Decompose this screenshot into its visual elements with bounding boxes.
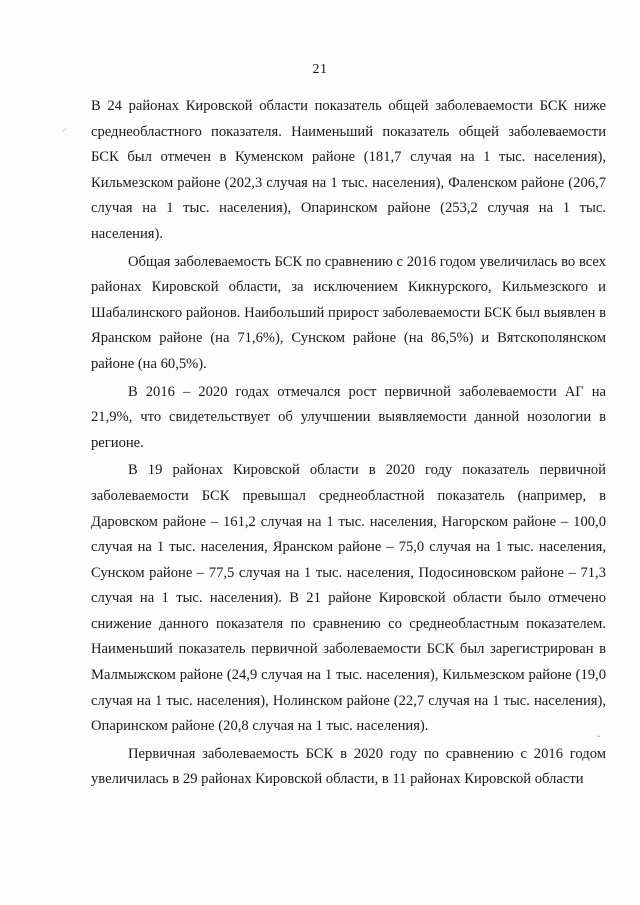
paragraph-hypertension-growth: В 2016 – 2020 годах отмечался рост первичной заболеваемости АГ на 21,9%, что свидетельствует об улучшении выявляемости данной нозологии в регионе. [91,383,606,451]
scan-artifact-mark: ˇ [597,735,601,746]
paragraph-morbidity-growth: Общая заболеваемость БСК по сравнению с 2016 годом увеличилась во всех районах Кировской области, за исключением Кикнурского, Кильмезского и Шабалинского районов. Наибольший прирост заболеваемости БСК был выявлен в Яранском районе (на 71,6%), Сунском районе (на 86,5%) и Вятскополянском районе (на 60,5%). [91,253,606,372]
paragraph-regional-morbidity: В 24 районах Кировской области показатель общей заболеваемости БСК ниже среднеобластного показателя. Наименьший показатель общей заболеваемости БСК был отмечен в Куменском районе (181,7 случая на 1 тыс. населения), Кильмезском районе (202,3 случая на 1 тыс. населения), Фаленском районе (206,7 случая на 1 тыс. населения), Опаринском районе (253,2 случая на 1 тыс. населения). [91,98,606,242]
scan-artifact-mark: ⸝ [62,123,67,134]
paragraph-primary-morbidity-districts: В 19 районах Кировской области в 2020 году показатель первичной заболеваемости БСК превышал среднеобластной показатель (например, в Даровском районе – 161,2 случая на 1 тыс. населения, Нагорском районе – 100,0 случая на 1 тыс. населения, Яранском районе – 75,0 случая на 1 тыс. населения, Сунском районе – 77,5 случая на 1 тыс. населения, Подосиновском районе – 71,3 случая на 1 тыс. населения). В 21 районе Кировской области было отмечено снижение данного показателя по сравнению со среднеобластным показателем. Наименьший показатель первичной заболеваемости БСК был зарегистрирован в Малмыжском районе (24,9 случая на 1 тыс. населения), Кильмезском районе (19,0 случая на 1 тыс. населения), Нолинском районе (22,7 случая на 1 тыс. населения), Опаринском районе (20,8 случая на 1 тыс. населения). [91,462,606,735]
paragraph-primary-morbidity-change: Первичная заболеваемость БСК в 2020 году по сравнению с 2016 годом увеличилась в 29 районах Кировской области, в 11 районах Кировской области [91,745,606,788]
page-number: 21 [312,62,328,77]
document-body [91,94,606,795]
